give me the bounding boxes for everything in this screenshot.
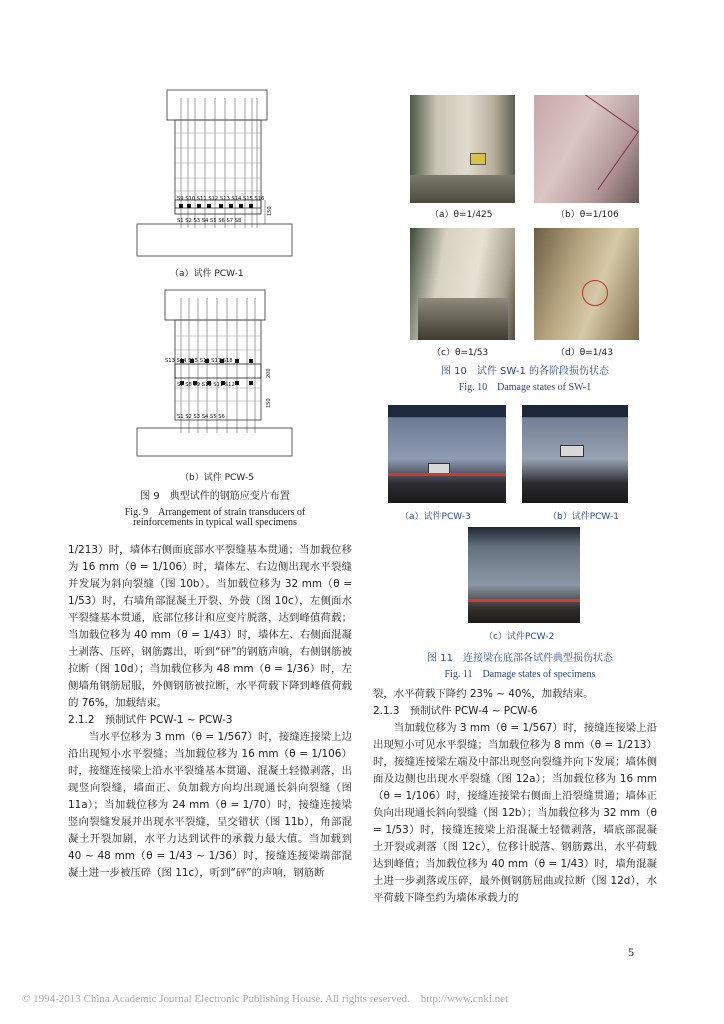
fig9b-gauges-bottom: S1 S2 S3 S4 S5 S6: [177, 414, 225, 420]
fig10b-label: （b）θ=1/106: [556, 210, 619, 220]
fig11a-label: （a）试件PCW-3: [400, 512, 471, 522]
fig9a-dimension: 150: [267, 206, 273, 216]
left-paragraph-2: 当水平位移为 3 mm（θ = 1/567）时，接缝连接梁上边沿出现短小水平裂缝；当加载位移为 16 mm（θ = 1/106）时，接缝连接梁上沿水平裂缝基本贯通、混凝土轻微剥落，出现竖向裂缝，墙面正、负加载方向均出现通长斜向裂缝（图 11a）；当加载位移为 24 mm（θ = 1/70）时，接缝连接梁竖向裂缝发展并出现水平裂缝，呈交错状（图 11b），角部混凝土开裂加剧，水平力达到试件的承载力最大值。当加载到 40 ~ 48 mm（θ = 1/43 ~ 1/36）时，接缝连接梁端部混凝土进一步被压碎（图 11c），听到“砰”的声响，钢筋断: [68, 731, 352, 879]
right-column: [373, 686, 657, 907]
fig11b-photo: [522, 405, 628, 503]
fig9a-drawing: [135, 88, 295, 258]
fig10d-photo: [534, 228, 639, 340]
fig9a-label: （a）试件 PCW-1: [170, 269, 244, 279]
fig10-caption-en: Fig. 10 Damage states of SW-1: [458, 382, 592, 393]
fig9b-label: （b）试件 PCW-5: [180, 473, 254, 483]
fig9b-gauges-top: S13 S14 S15 S16 S17 S18: [165, 358, 233, 364]
right-paragraph-2: 当加载位移为 3 mm（θ = 1/567）时，接缝连接梁上沿出现短小可见水平裂缝；当加载位移为 8 mm（θ = 1/213）时，接缝连接梁左端及中部出现竖向裂缝并向下发展；墙体侧面及边侧也出现水平裂缝（图 12a）；当加载位移为 16 mm（θ = 1/106）时，接缝连接梁右侧面上沿裂缝贯通；墙体正负向出现通长斜向裂缝（图 12b）；当加载位移为 32 mm（θ = 1/53）时，接缝连接梁上沿混凝土轻微剥落，墙底部混凝土开裂或剥落（图 12c），位移计脱落、钢筋露出，水平荷载达到峰值；当加载位移为 40 mm（θ = 1/43）时，墙角混凝土进一步剥落或压碎，最外侧钢筋屈曲或拉断（图 12d），水平荷载下降至约为墙体承载力的: [373, 722, 657, 904]
left-column: [68, 542, 352, 882]
left-paragraph-1: 1/213）时，墙体右侧面底部水平裂缝基本贯通；当加载位移为 16 mm（θ = 1/106）时，墙体左、右边侧出现水平裂缝并发展为斜向裂缝（图 10b）。当加载位移为 32 mm（θ = 1/53）时，右墙角部混凝土开裂、外鼓（图 10c），左侧面水平裂缝基本贯通，底部位移计和应变片脱落，达到峰值荷载；当加载位移为 40 mm（θ = 1/43）时，墙体左、右侧面混凝土剥落、压碎，钢筋露出，听到“砰”的钢筋声响，右侧钢筋被拉断（图 10d）；当加载位移为 48 mm（θ = 1/36）时，左侧墙角钢筋屈服，外侧钢筋被拉断，水平荷载下降到峰值荷载的 76%，加载结束。: [68, 544, 352, 709]
page-number: 5: [628, 945, 634, 959]
fig10c-photo: [410, 228, 515, 340]
right-paragraph-1: 裂，水平荷载下降约 23% ~ 40%，加载结束。: [373, 688, 594, 700]
fig9b-gauges-mid: S7 S8 S9 S10 S11 S12: [177, 382, 235, 388]
fig10-caption-cn: 图 10 试件 SW-1 的各阶段损伤状态: [440, 366, 610, 377]
fig10c-label: （c）θ=1/53: [432, 348, 489, 358]
fig11-caption-cn: 图 11 连接梁在底部各试件典型损伤状态: [427, 653, 613, 664]
fig9b-drawing: [135, 288, 305, 458]
fig9-caption-cn: 图 9 典型试件的钢筋应变片布置: [140, 491, 290, 502]
fig9-caption-en-line1: Fig. 9 Arrangement of strain transducers of: [124, 507, 306, 518]
fig11b-label: （b）试件PCW-1: [548, 512, 619, 522]
fig10a-photo: [410, 95, 515, 203]
fig9b-dimension-1: 200: [266, 368, 272, 378]
section-heading-2-1-2: 2.1.2 预制试件 PCW-1 ~ PCW-3: [68, 714, 233, 726]
fig10b-photo: [534, 95, 639, 203]
fig10d-label: （d）θ=1/43: [556, 348, 613, 358]
fig11-caption-en: Fig. 11 Damage states of specimens: [444, 669, 596, 680]
fig9a-gauges-top: S9 S10 S11 S12 S13 S14 S15 S16: [177, 196, 265, 202]
fig9b-dimension-2: 150: [266, 398, 272, 408]
fig11c-label: （c）试件PCW-2: [484, 632, 555, 642]
fig11c-photo: [468, 527, 580, 623]
fig9-caption-en-line2: reinforcements in typical wall specimens: [133, 517, 297, 528]
fig9a-gauges-bottom: S1 S2 S3 S4 S5 S6 S7 S8: [177, 218, 242, 224]
fig11a-photo: [388, 405, 506, 503]
fig10a-label: （a）θ=1/425: [430, 210, 493, 220]
section-heading-2-1-3: 2.1.3 预制试件 PCW-4 ~ PCW-6: [373, 705, 538, 717]
copyright-footer: © 1994-2013 China Academic Journal Electronic Publishing House. All rights reserved. http://www.cnki.net: [22, 993, 509, 1005]
